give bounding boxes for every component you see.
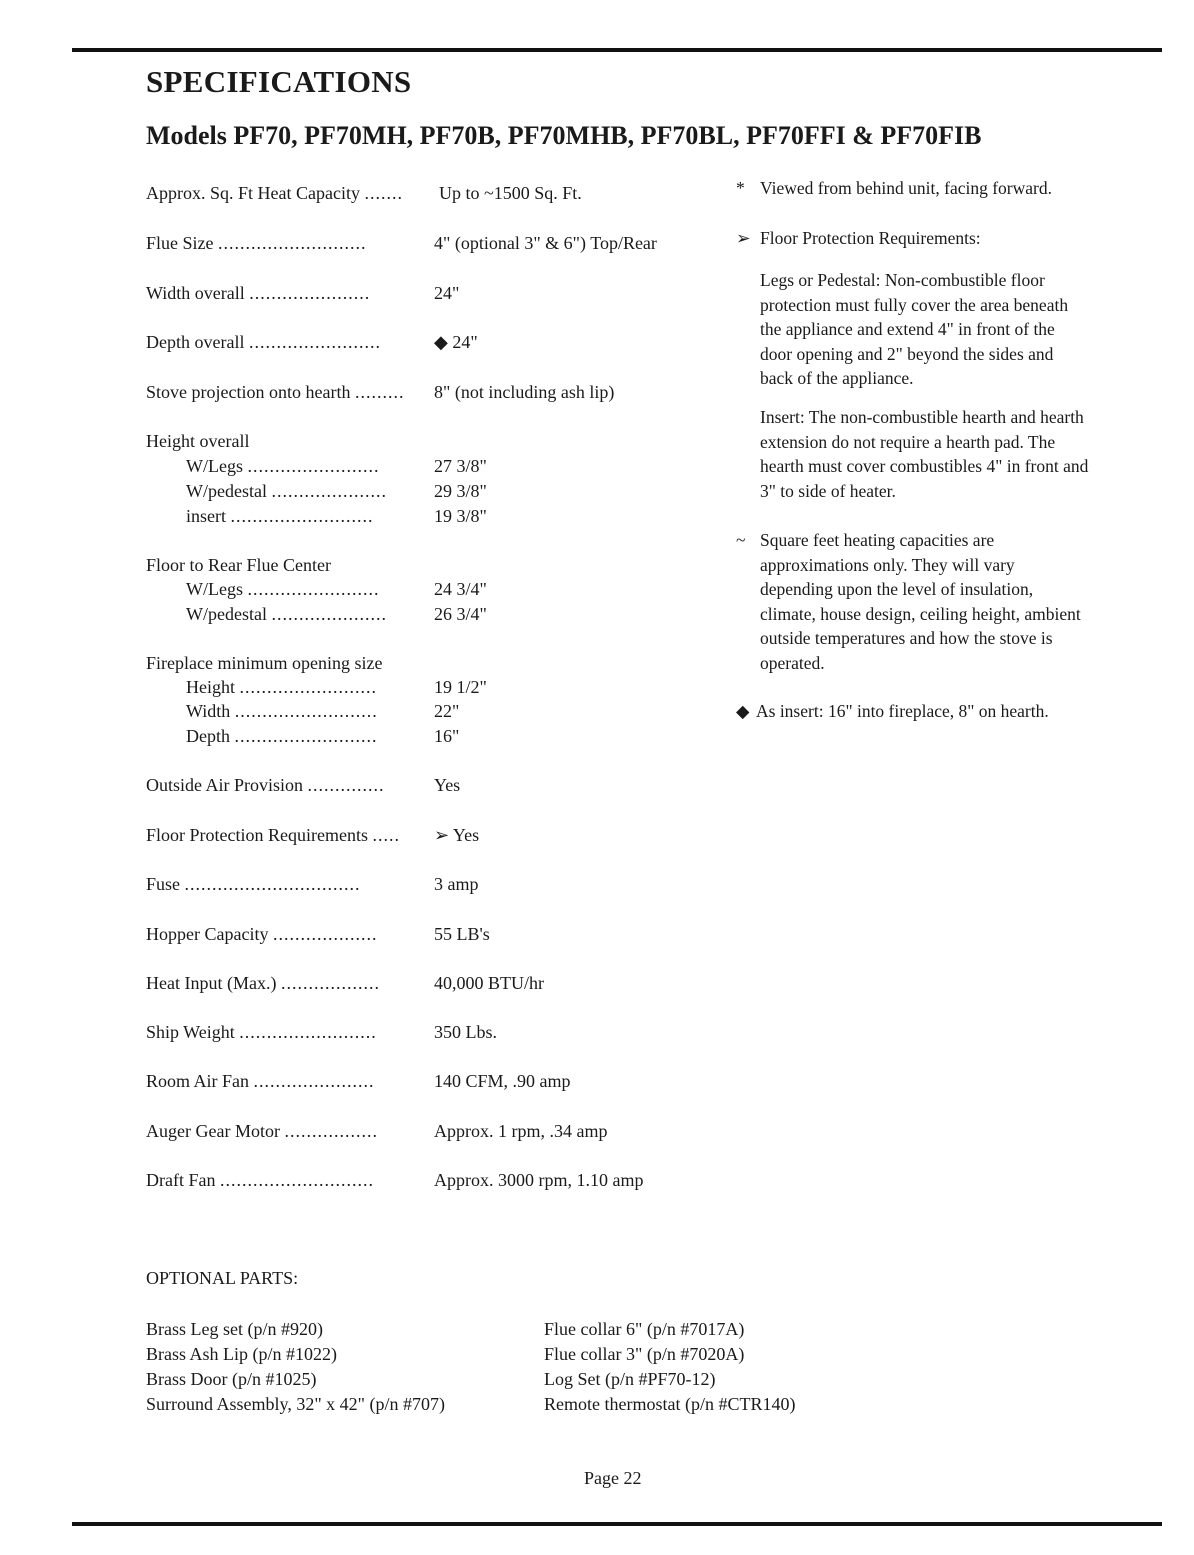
- spec-label-hopper: Hopper Capacity ...................: [146, 924, 378, 944]
- spec-label-height-overall: Height overall: [146, 431, 250, 451]
- spec-value-fuse: 3 amp: [434, 874, 479, 894]
- sub-label-opening-depth: Depth ..........................: [186, 726, 378, 746]
- note-square-feet: ~ Square feet heating capacities are approximations only. They will vary depending upon the level of insulation, climate, house design, ceiling height, ambient outside temperatures and how the stove is operated.: [736, 530, 1081, 673]
- note-legs-pedestal: Legs or Pedestal: Non-combustible floor protection must fully cover the area beneath the appliance and extend 4" in front of the door opening and 2" beyond the sides and back of the appliance.: [760, 270, 1069, 388]
- optional-parts-right: [544, 1317, 795, 1417]
- note-as-insert: ◆ As insert: 16" into fireplace, 8" on hearth.: [736, 699, 1086, 724]
- spec-label-fireplace-opening: Fireplace minimum opening size: [146, 653, 383, 673]
- sub-label-flue-legs: W/Legs ........................: [186, 579, 380, 599]
- page-number: Page 22: [584, 1468, 642, 1488]
- spec-label-width-overall: Width overall ......................: [146, 283, 371, 303]
- top-rule: [72, 48, 1162, 52]
- page-title: SPECIFICATIONS: [146, 64, 412, 99]
- sub-value-opening-depth: 16": [434, 726, 460, 746]
- spec-label-outside-air: Outside Air Provision ..............: [146, 775, 385, 795]
- spec-value-heat-capacity: Up to ~1500 Sq. Ft.: [439, 183, 582, 203]
- sub-value-opening-width: 22": [434, 701, 460, 721]
- optional-part-item: Log Set (p/n #PF70-12): [544, 1369, 716, 1389]
- spec-label-floor-protection: Floor Protection Requirements .....: [146, 825, 400, 845]
- sub-value-height-legs: 27 3/8": [434, 456, 487, 476]
- spec-value-auger-motor: Approx. 1 rpm, .34 amp: [434, 1121, 608, 1141]
- spec-value-depth-overall: ◆ 24": [434, 332, 478, 352]
- spec-label-fuse: Fuse ................................: [146, 874, 361, 894]
- spec-label-flue-size: Flue Size ...........................: [146, 233, 367, 253]
- spec-value-stove-projection: 8" (not including ash lip): [434, 382, 615, 402]
- sub-label-height-legs: W/Legs ........................: [186, 456, 380, 476]
- sub-label-opening-height: Height .........................: [186, 677, 377, 697]
- diamond-marker-icon: ◆: [736, 701, 750, 721]
- sub-value-height-pedestal: 29 3/8": [434, 481, 487, 501]
- spec-value-ship-weight: 350 Lbs.: [434, 1022, 497, 1042]
- spec-value-hopper: 55 LB's: [434, 924, 490, 944]
- sub-label-height-pedestal: W/pedestal .....................: [186, 481, 387, 501]
- optional-parts-left: [146, 1317, 445, 1417]
- models-subtitle: Models PF70, PF70MH, PF70B, PF70MHB, PF70BL, PF70FFI & PF70FIB: [146, 121, 982, 150]
- spec-label-room-fan: Room Air Fan ......................: [146, 1071, 375, 1091]
- spec-value-outside-air: Yes: [434, 775, 461, 795]
- asterisk-marker: *: [736, 178, 745, 198]
- optional-part-item: Brass Ash Lip (p/n #1022): [146, 1344, 337, 1364]
- spec-label-heat-capacity: Approx. Sq. Ft Heat Capacity .......: [146, 183, 403, 203]
- spec-label-floor-to-flue: Floor to Rear Flue Center: [146, 555, 331, 575]
- note-viewed: * Viewed from behind unit, facing forward.: [736, 176, 1086, 201]
- optional-part-item: Surround Assembly, 32" x 42" (p/n #707): [146, 1394, 446, 1414]
- spec-value-room-fan: 140 CFM, .90 amp: [434, 1071, 571, 1091]
- note-floor-protection: ➢ Floor Protection Requirements:: [736, 226, 1086, 251]
- arrow-marker-icon: ➢: [736, 228, 751, 248]
- optional-part-item: Brass Door (p/n #1025): [146, 1369, 317, 1389]
- spec-label-heat-input: Heat Input (Max.) ..................: [146, 973, 380, 993]
- sub-label-height-insert: insert ..........................: [186, 506, 374, 526]
- sub-label-opening-width: Width ..........................: [186, 701, 378, 721]
- spec-label-depth-overall: Depth overall ........................: [146, 332, 381, 352]
- sub-value-flue-legs: 24 3/4": [434, 579, 487, 599]
- spec-value-heat-input: 40,000 BTU/hr: [434, 973, 544, 993]
- sub-value-height-insert: 19 3/8": [434, 506, 487, 526]
- spec-label-stove-projection: Stove projection onto hearth .........: [146, 382, 405, 402]
- optional-part-item: Remote thermostat (p/n #CTR140): [544, 1394, 796, 1414]
- spec-label-auger-motor: Auger Gear Motor .................: [146, 1121, 378, 1141]
- sub-label-flue-pedestal: W/pedestal .....................: [186, 604, 387, 624]
- spec-value-draft-fan: Approx. 3000 rpm, 1.10 amp: [434, 1170, 644, 1190]
- sub-value-opening-height: 19 1/2": [434, 677, 487, 697]
- spec-label-draft-fan: Draft Fan ............................: [146, 1170, 374, 1190]
- optional-part-item: Flue collar 6" (p/n #7017A): [544, 1319, 745, 1339]
- tilde-marker: ~: [736, 530, 746, 550]
- optional-part-item: Flue collar 3" (p/n #7020A): [544, 1344, 745, 1364]
- spec-value-flue-size: 4" (optional 3" & 6") Top/Rear: [434, 233, 657, 253]
- bottom-rule: [72, 1522, 1162, 1526]
- optional-parts-heading: OPTIONAL PARTS:: [146, 1268, 299, 1288]
- sub-value-flue-pedestal: 26 3/4": [434, 604, 487, 624]
- spec-value-floor-protection: ➢ Yes: [434, 825, 480, 845]
- spec-value-width-overall: 24": [434, 283, 460, 303]
- optional-part-item: Brass Leg set (p/n #920): [146, 1319, 323, 1339]
- spec-label-ship-weight: Ship Weight .........................: [146, 1022, 377, 1042]
- note-insert: Insert: The non-combustible hearth and hearth extension do not require a hearth pad. The hearth must cover combustibles 4" in front and 3" to side of heater.: [760, 407, 1089, 501]
